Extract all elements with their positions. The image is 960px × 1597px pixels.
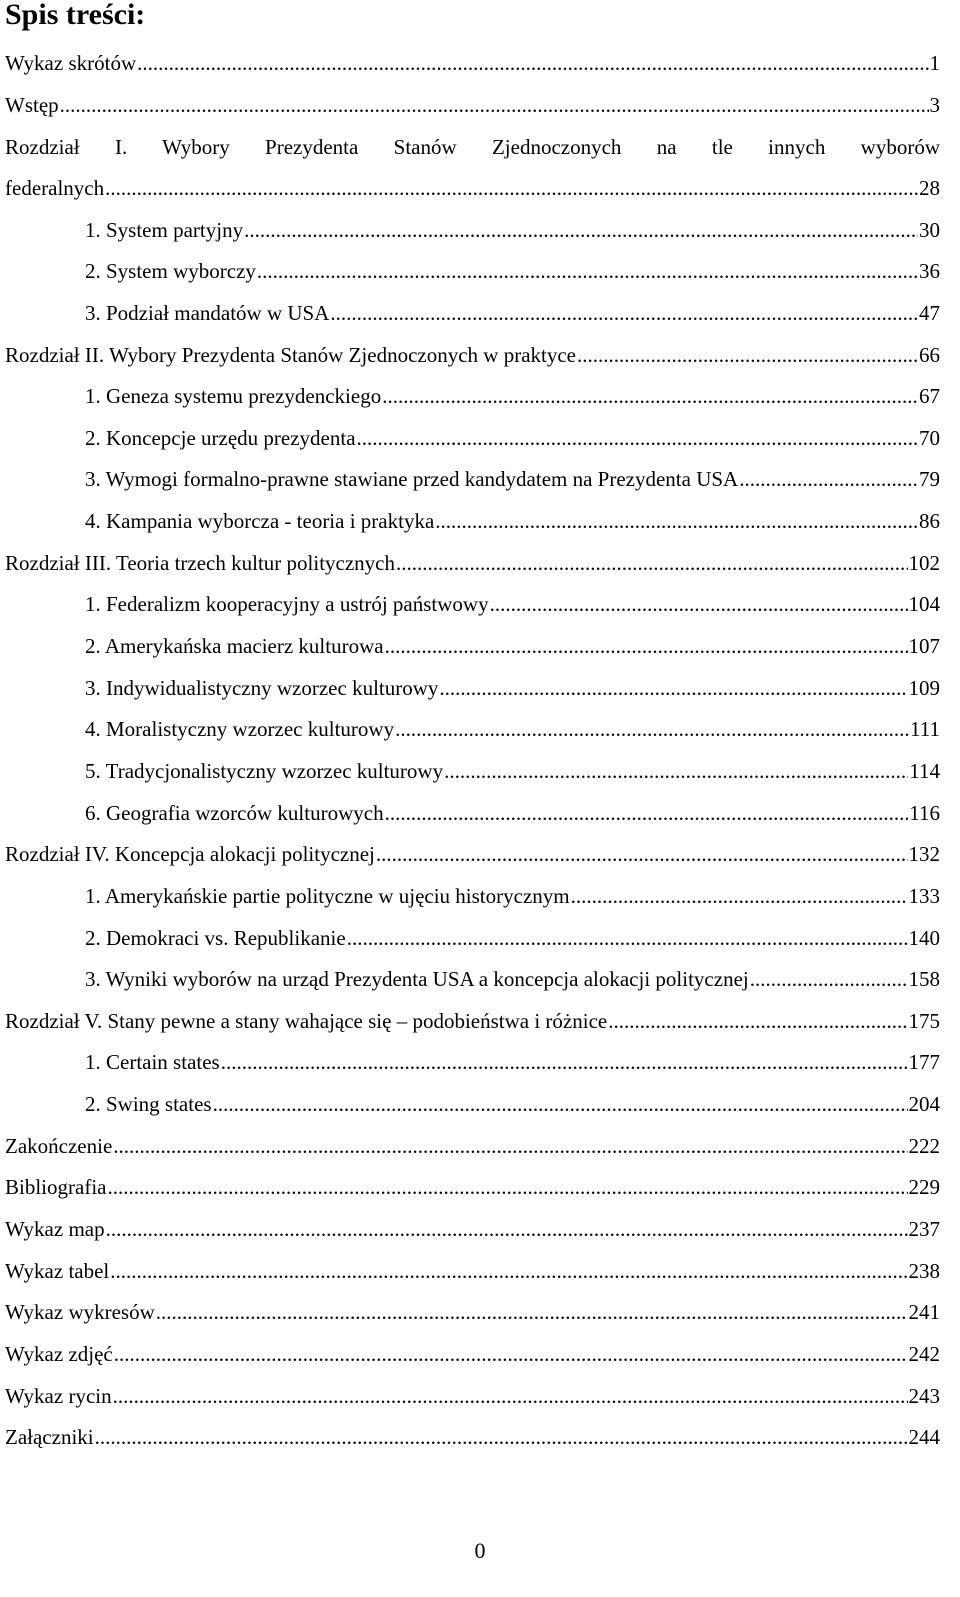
toc-entry-label: 1. Geneza systemu prezydenckiego — [85, 384, 382, 408]
toc-entry-page: 107 — [908, 634, 940, 658]
toc-entry-page: 86 — [919, 509, 940, 533]
toc-entry-page: 111 — [910, 717, 940, 741]
toc-entry-label: 1. System partyjny — [85, 218, 244, 242]
dot-leader — [156, 1297, 908, 1327]
toc-entry-page: 158 — [908, 967, 940, 991]
toc-entry-page: 242 — [908, 1342, 940, 1366]
toc-entry-rozdzial-4[interactable] — [5, 839, 940, 869]
toc-entry-rozdzial-2[interactable] — [5, 340, 940, 370]
toc-entry-wykaz-wykresow[interactable] — [5, 1297, 940, 1327]
dot-leader — [385, 798, 909, 828]
page-number: 0 — [474, 1538, 486, 1563]
toc-entry-rozdzial-5[interactable] — [5, 1006, 940, 1036]
dot-leader — [435, 506, 918, 536]
toc-entry-page: 79 — [919, 467, 940, 491]
toc-entry-4-2[interactable] — [85, 923, 940, 953]
dot-leader — [385, 631, 908, 661]
dot-leader — [444, 756, 908, 786]
toc-entry-label: federalnych — [5, 176, 105, 200]
toc-entry-label: 2. Amerykańska macierz kulturowa — [85, 634, 384, 658]
toc-entry-page: 109 — [908, 676, 940, 700]
toc-entry-page: 140 — [908, 926, 940, 950]
toc-entry-label: 6. Geografia wzorców kulturowych — [85, 801, 384, 825]
toc-entry-wykaz-map[interactable] — [5, 1214, 940, 1244]
toc-entry-label: 1. Federalizm kooperacyjny a ustrój państwowy — [85, 592, 489, 616]
toc-entry-label: Rozdział V. Stany pewne a stany wahające się – podobieństwa i różnice — [5, 1009, 608, 1033]
toc-entry-label: Wykaz skrótów — [5, 51, 137, 75]
dot-leader — [113, 1131, 907, 1161]
dot-leader — [439, 673, 907, 703]
toc-entry-3-2[interactable] — [85, 631, 940, 661]
toc-entry-label: 4. Moralistyczny wzorzec kulturowy — [85, 717, 395, 741]
toc-entry-1-2[interactable] — [85, 256, 940, 286]
toc-entry-2-4[interactable] — [85, 506, 940, 536]
dot-leader — [137, 48, 928, 78]
toc-entry-label: Wykaz wykresów — [5, 1300, 155, 1324]
toc-entry-4-1[interactable] — [85, 881, 940, 911]
toc-entry-page: 244 — [908, 1425, 940, 1449]
toc-entry-rozdzial-3[interactable] — [5, 548, 940, 578]
toc-entry-3-3[interactable] — [85, 673, 940, 703]
toc-entry-rozdzial-1-continued[interactable] — [5, 173, 940, 203]
dot-leader — [382, 381, 918, 411]
toc-entry-page: 116 — [909, 801, 940, 825]
toc-entry-2-2[interactable] — [85, 423, 940, 453]
dot-leader — [213, 1089, 908, 1119]
toc-entry-label: 4. Kampania wyborcza - teoria i praktyka — [85, 509, 435, 533]
toc-heading: Spis treści: — [5, 0, 146, 31]
toc-entry-label: Rozdział II. Wybory Prezydenta Stanów Zjednoczonych w praktyce — [5, 343, 576, 367]
toc-entry-wykaz-tabel[interactable] — [5, 1256, 940, 1286]
toc-entry-page: 102 — [908, 551, 940, 575]
toc-entry-page: 114 — [909, 759, 940, 783]
dot-leader — [95, 1422, 908, 1452]
toc-entry-2-1[interactable] — [85, 381, 940, 411]
toc-entry-page: 229 — [908, 1175, 940, 1199]
toc-entry-page: 104 — [908, 592, 940, 616]
toc-entry-page: 3 — [929, 93, 940, 117]
toc-entry-label: 3. Wymogi formalno-prawne stawiane przed kandydatem na Prezydenta USA — [85, 467, 739, 491]
dot-leader — [106, 1214, 908, 1244]
toc-entry-wykaz-rycin[interactable] — [5, 1381, 940, 1411]
toc-entry-label: 1. Amerykańskie partie polityczne w ujęciu historycznym — [85, 884, 570, 908]
toc-entry-label: 1. Certain states — [85, 1050, 220, 1074]
toc-entry-label: Wstęp — [5, 93, 59, 117]
dot-leader — [577, 340, 918, 370]
toc-entry-1-1[interactable] — [85, 215, 940, 245]
toc-entry-page: 204 — [908, 1092, 940, 1116]
toc-entry-page: 70 — [919, 426, 940, 450]
toc-entry-page: 177 — [908, 1050, 940, 1074]
dot-leader — [60, 90, 929, 120]
toc-entry-page: 47 — [919, 301, 940, 325]
dot-leader — [608, 1006, 907, 1036]
toc-entry-label: 2. System wyborczy — [85, 259, 256, 283]
toc-entry-label: 3. Indywidualistyczny wzorzec kulturowy — [85, 676, 439, 700]
dot-leader — [739, 464, 918, 494]
dot-leader — [257, 256, 918, 286]
toc-entry-zakonczenie[interactable] — [5, 1131, 940, 1161]
dot-leader — [114, 1339, 908, 1369]
dot-leader — [330, 298, 918, 328]
toc-entry-label: 5. Tradycjonalistyczny wzorzec kulturowy — [85, 759, 444, 783]
toc-entry-label: Rozdział IV. Koncepcja alokacji politycznej — [5, 842, 375, 866]
toc-entry-5-2[interactable] — [85, 1089, 940, 1119]
toc-entry-label: Wykaz zdjęć — [5, 1342, 113, 1366]
toc-entry-4-3[interactable] — [85, 964, 940, 994]
toc-entry-page: 241 — [908, 1300, 940, 1324]
toc-entry-label: Bibliografia — [5, 1175, 107, 1199]
dot-leader — [357, 423, 918, 453]
toc-entry-page: 28 — [919, 176, 940, 200]
dot-leader — [396, 548, 908, 578]
toc-entry-page: 67 — [919, 384, 940, 408]
dot-leader — [376, 839, 908, 869]
toc-entry-label: 3. Podział mandatów w USA — [85, 301, 330, 325]
toc-entry-2-3[interactable] — [85, 464, 940, 494]
toc-entry-3-1[interactable] — [85, 589, 940, 619]
toc-entry-wstep[interactable] — [5, 90, 940, 120]
dot-leader — [221, 1047, 908, 1077]
dot-leader — [244, 215, 918, 245]
dot-leader — [750, 964, 908, 994]
dot-leader — [105, 173, 918, 203]
toc-entry-5-1[interactable] — [85, 1047, 940, 1077]
toc-entry-wykaz-zdjec[interactable] — [5, 1339, 940, 1369]
dot-leader — [395, 714, 909, 744]
toc-entry-page: 1 — [929, 51, 940, 75]
toc-entry-3-5[interactable] — [85, 756, 940, 786]
dot-leader — [107, 1172, 907, 1202]
toc-entry-page: 243 — [908, 1384, 940, 1408]
toc-entry-label: Zakończenie — [5, 1134, 113, 1158]
dot-leader — [490, 589, 908, 619]
toc-entry-page: 66 — [919, 343, 940, 367]
toc-entry-3-4[interactable] — [85, 714, 940, 744]
toc-entry-label: Rozdział I. Wybory Prezydenta Stanów Zjednoczonych na tle innych wyborów — [5, 135, 940, 159]
toc-entry-bibliografia[interactable] — [5, 1172, 940, 1202]
toc-entry-label: Wykaz map — [5, 1217, 105, 1241]
toc-entry-page: 238 — [908, 1259, 940, 1283]
dot-leader — [113, 1381, 908, 1411]
toc-entry-3-6[interactable] — [85, 798, 940, 828]
toc-entry-page: 132 — [908, 842, 940, 866]
toc-entry-label: Rozdział III. Teoria trzech kultur politycznych — [5, 551, 395, 575]
toc-entry-label: Wykaz tabel — [5, 1259, 110, 1283]
toc-entry-label: 3. Wyniki wyborów na urząd Prezydenta USA a koncepcja alokacji politycznej — [85, 967, 749, 991]
toc-entry-label: 2. Demokraci vs. Republikanie — [85, 926, 346, 950]
toc-entry-page: 175 — [908, 1009, 940, 1033]
toc-entry-wykaz-skrotow[interactable] — [5, 48, 940, 78]
toc-entry-zalaczniki[interactable] — [5, 1422, 940, 1452]
toc-entry-label: 2. Swing states — [85, 1092, 212, 1116]
toc-entry-page: 36 — [919, 259, 940, 283]
dot-leader — [110, 1256, 907, 1286]
dot-leader — [347, 923, 908, 953]
toc-entry-1-3[interactable] — [85, 298, 940, 328]
toc-entry-rozdzial-1[interactable] — [5, 132, 940, 162]
toc-entry-label: 2. Koncepcje urzędu prezydenta — [85, 426, 356, 450]
toc-entry-page: 30 — [919, 218, 940, 242]
toc-entry-page: 237 — [908, 1217, 940, 1241]
dot-leader — [571, 881, 908, 911]
toc-entry-label: Wykaz rycin — [5, 1384, 112, 1408]
toc-entry-page: 222 — [908, 1134, 940, 1158]
toc-entry-page: 133 — [908, 884, 940, 908]
toc-entry-label: Załączniki — [5, 1425, 94, 1449]
